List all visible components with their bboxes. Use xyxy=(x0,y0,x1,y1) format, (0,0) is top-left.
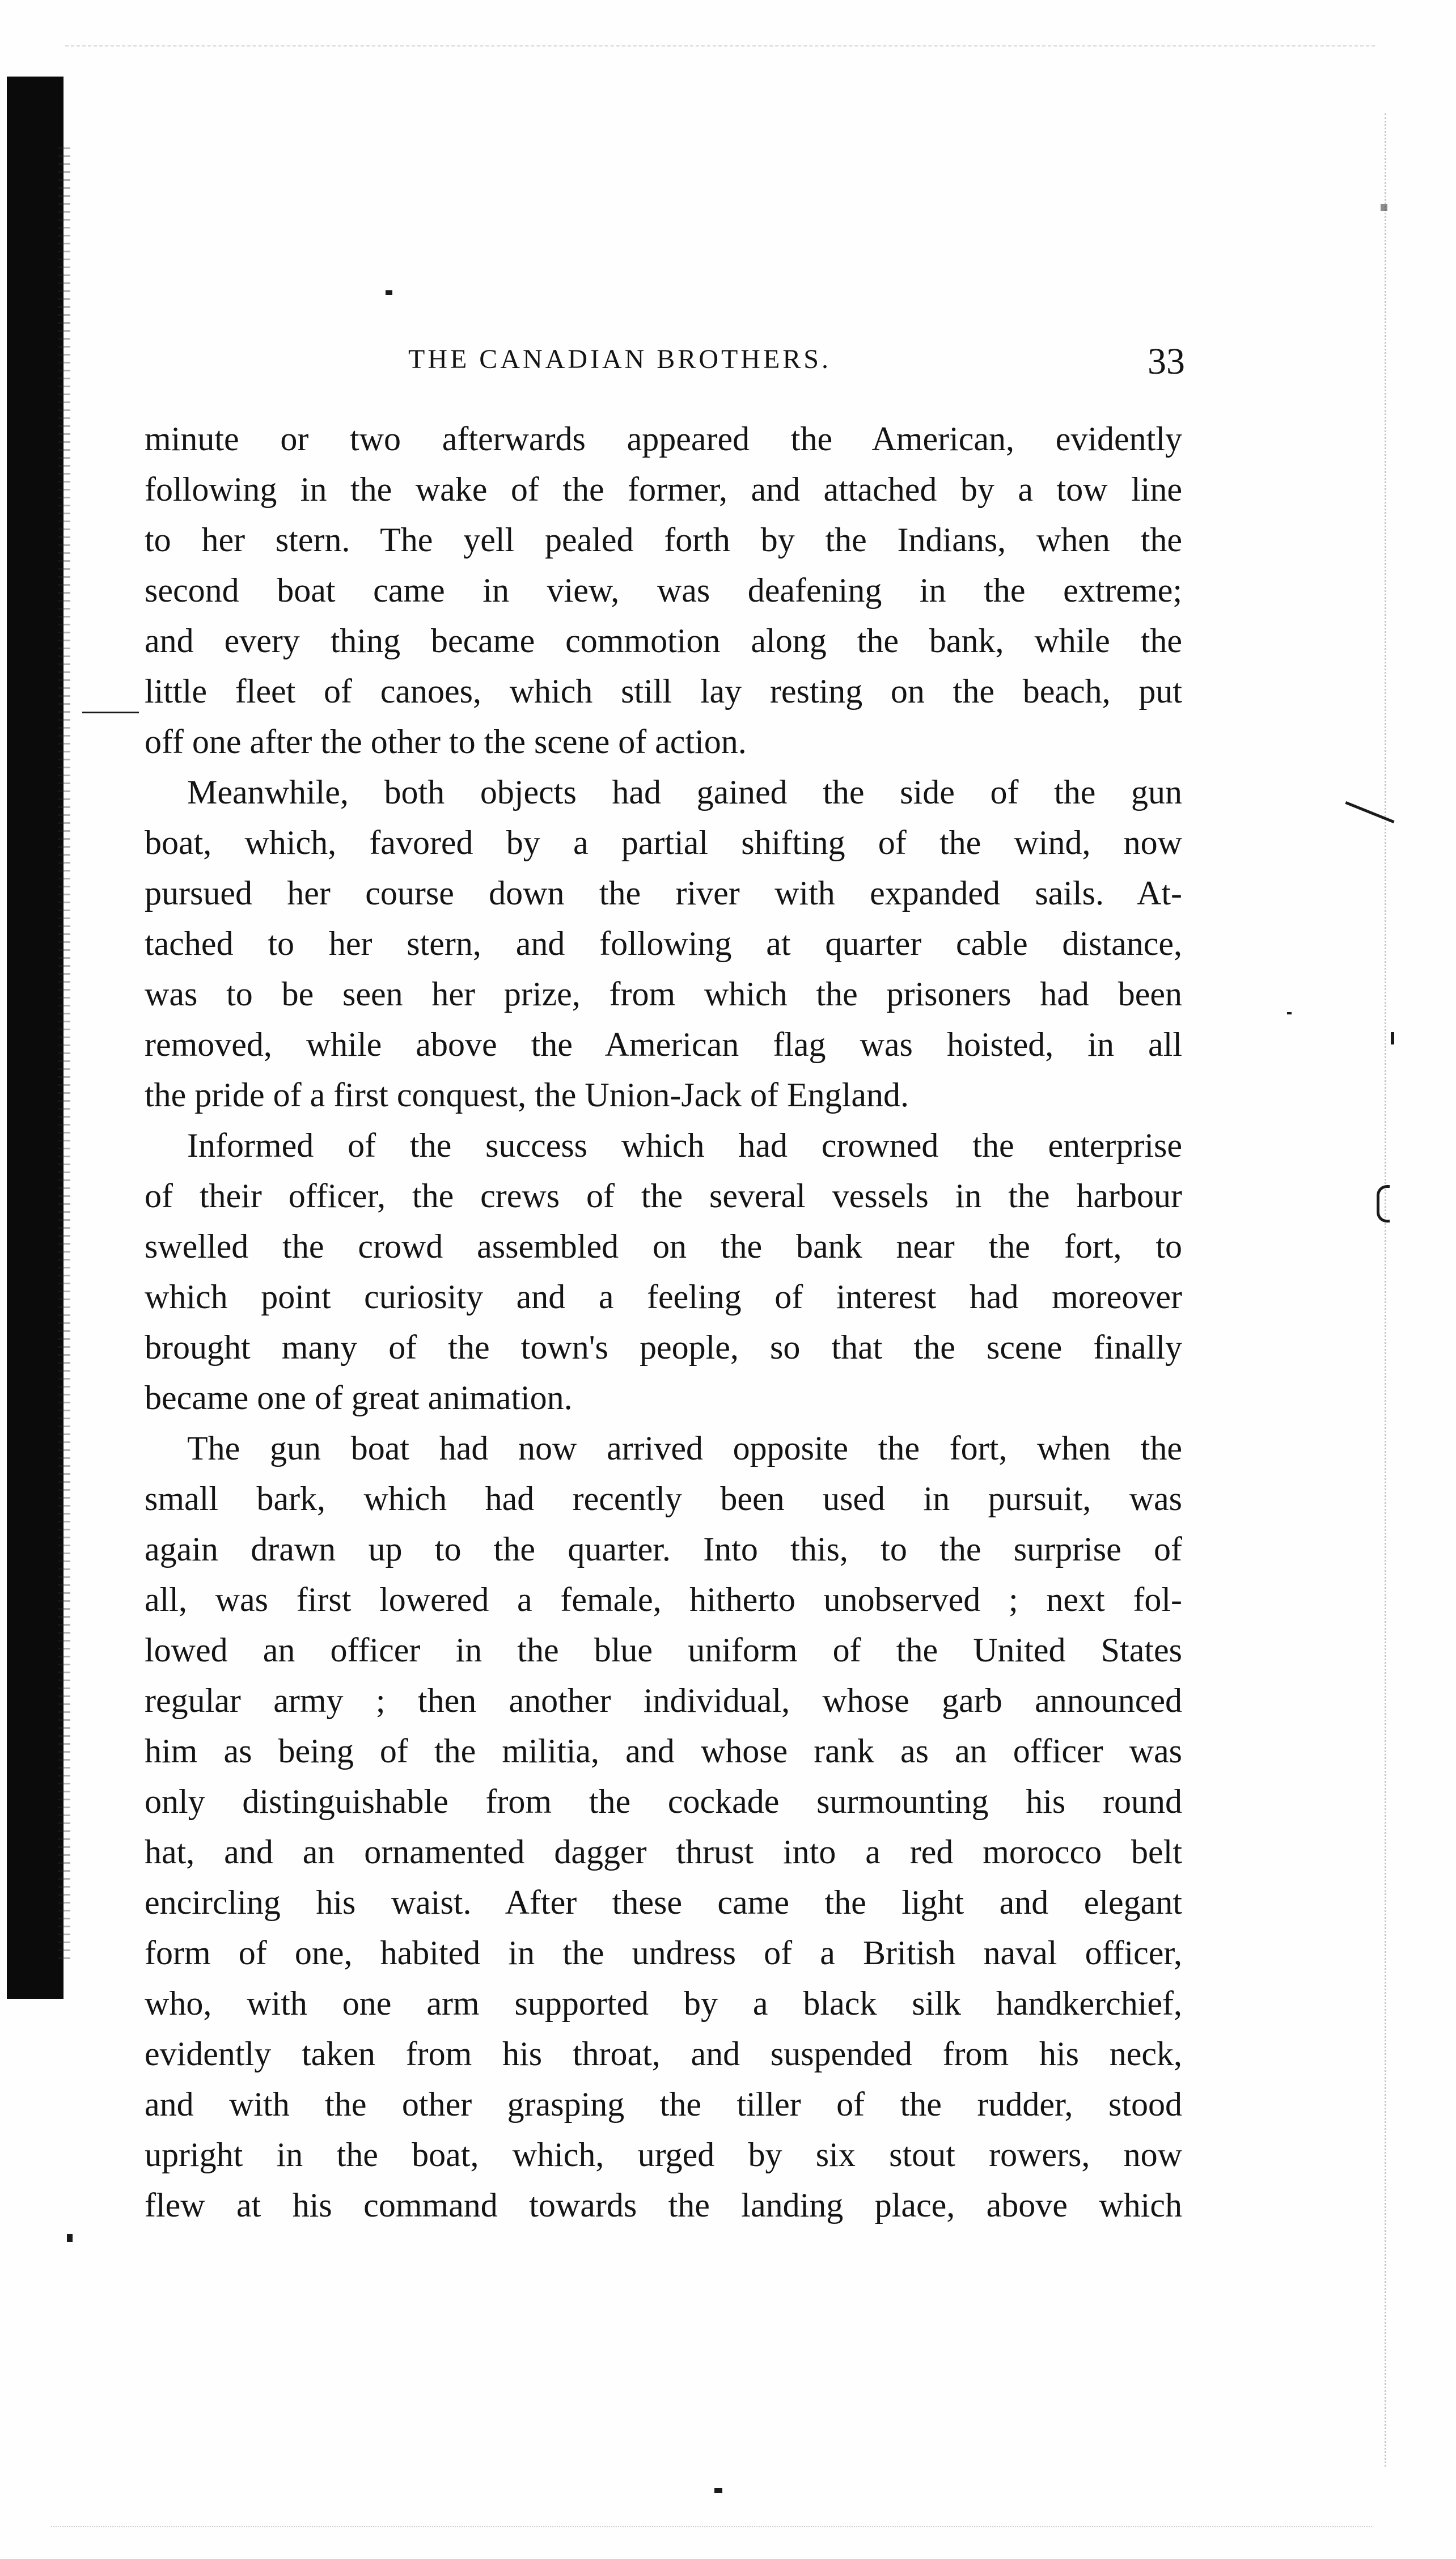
scan-border-right xyxy=(1385,113,1386,2467)
paragraph xyxy=(145,1423,1182,2231)
text-line: little fleet of canoes, which still lay resting on the beach, put xyxy=(145,672,1182,710)
text-line: Informed of the success which had crowned the enterprise xyxy=(187,1127,1182,1164)
text-line: swelled the crowd assembled on the bank near the fort, to xyxy=(145,1228,1182,1265)
text-line: Meanwhile, both objects had gained the side of the gun xyxy=(187,773,1182,811)
text-line: evidently taken from his throat, and suspended from his neck, xyxy=(145,2035,1182,2072)
text-line: following in the wake of the former, and attached by a tow line xyxy=(145,471,1182,508)
text-line: of their officer, the crews of the several vessels in the harbour xyxy=(145,1177,1182,1215)
text-line: and every thing became commotion along the bank, while the xyxy=(145,622,1182,659)
text-line: again drawn up to the quarter. Into this, to the surprise of xyxy=(145,1530,1182,1568)
text-line: to her stern. The yell pealed forth by the Indians, when the xyxy=(145,521,1182,559)
scan-mark xyxy=(67,2234,73,2242)
scan-mark xyxy=(1287,1012,1292,1014)
scan-mark xyxy=(1377,1185,1390,1223)
scan-mark xyxy=(1381,204,1387,211)
text-line: became one of great animation. xyxy=(145,1379,573,1416)
text-line: which point curiosity and a feeling of interest had moreover xyxy=(145,1278,1182,1316)
text-line: the pride of a first conquest, the Union-Jack of England. xyxy=(145,1076,909,1114)
text-line: was to be seen her prize, from which the prisoners had been xyxy=(145,975,1182,1013)
scan-mark xyxy=(1391,1032,1394,1044)
text-line: second boat came in view, was deafening in the extreme; xyxy=(145,572,1182,609)
paragraph xyxy=(145,414,1182,767)
text-line: only distinguishable from the cockade surmounting his round xyxy=(145,1783,1182,1820)
scan-mark xyxy=(714,2488,722,2493)
text-line: minute or two afterwards appeared the American, evidently xyxy=(145,420,1182,458)
text-line: upright in the boat, which, urged by six stout rowers, now xyxy=(145,2136,1182,2173)
scan-border-top xyxy=(65,45,1375,46)
paragraph xyxy=(145,767,1182,1120)
text-line: small bark, which had recently been used in pursuit, was xyxy=(145,1480,1182,1517)
text-line: pursued her course down the river with expanded sails. At- xyxy=(145,874,1182,912)
text-line: all, was first lowered a female, hitherto unobserved ; next fol- xyxy=(145,1581,1182,1618)
text-line: hat, and an ornamented dagger thrust into a red morocco belt xyxy=(145,1833,1182,1871)
scan-mark xyxy=(1345,801,1394,823)
text-line: him as being of the militia, and whose rank as an officer was xyxy=(145,1732,1182,1770)
running-title: THE CANADIAN BROTHERS. xyxy=(408,344,831,374)
text-line: tached to her stern, and following at quarter cable distance, xyxy=(145,925,1182,962)
text-line: encircling his waist. After these came the light and elegant xyxy=(145,1884,1182,1921)
text-line: who, with one arm supported by a black silk handkerchief, xyxy=(145,1985,1182,2022)
text-line: and with the other grasping the tiller of the rudder, stood xyxy=(145,2086,1182,2123)
text-line: lowed an officer in the blue uniform of the United States xyxy=(145,1631,1182,1669)
body-text xyxy=(145,414,1182,2231)
scan-border-bottom xyxy=(51,2526,1372,2527)
text-line: regular army ; then another individual, whose garb announced xyxy=(145,1682,1182,1719)
scan-mark xyxy=(82,712,139,713)
text-line: flew at his command towards the landing place, above which xyxy=(145,2186,1182,2224)
text-line: boat, which, favored by a partial shifting of the wind, now xyxy=(145,824,1182,861)
text-line: off one after the other to the scene of action. xyxy=(145,723,747,760)
text-line: The gun boat had now arrived opposite the fort, when the xyxy=(187,1429,1182,1467)
page-edge-speckle xyxy=(58,147,70,1962)
page-number: 33 xyxy=(1148,341,1185,382)
scan-mark xyxy=(386,290,392,295)
running-head xyxy=(408,340,1185,391)
text-line: brought many of the town's people, so that the scene finally xyxy=(145,1329,1182,1366)
page-edge-shadow xyxy=(7,77,64,1999)
paragraph xyxy=(145,1120,1182,1423)
text-line: form of one, habited in the undress of a British naval officer, xyxy=(145,1934,1182,1972)
text-line: removed, while above the American flag was hoisted, in all xyxy=(145,1026,1182,1063)
